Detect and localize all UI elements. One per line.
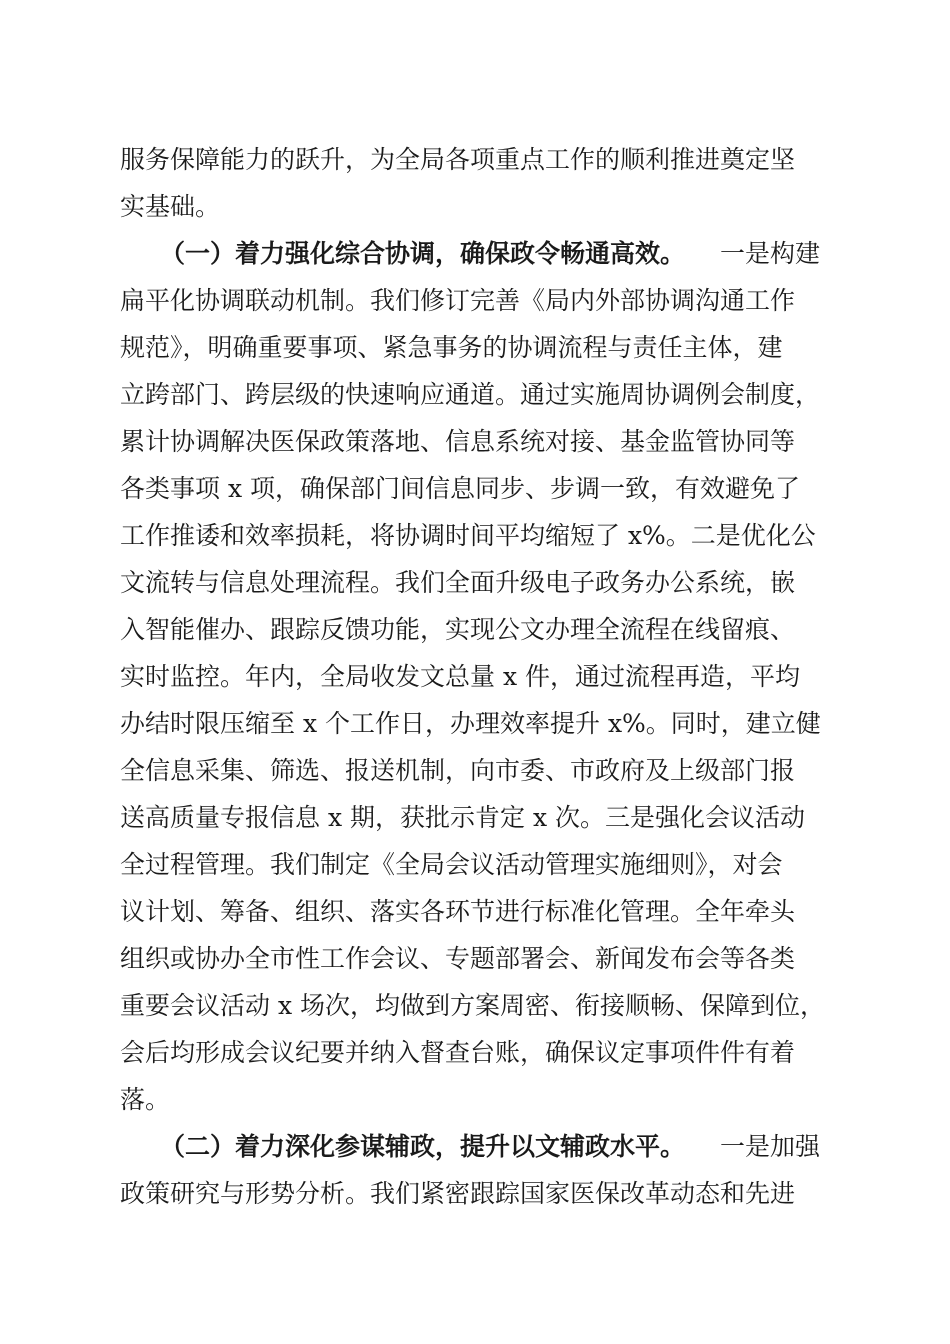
paragraph-line [0,986,950,1026]
paragraph-line [0,563,950,603]
paragraph-line [0,375,950,415]
line-text: 规范》，明确重要事项、紧急事务的协调流程与责任主体，建 [120,333,783,362]
section-heading-2: （二）着力深化参谋辅政，提升以文辅政水平。 [160,1132,686,1161]
line-text: 入智能催办、跟踪反馈功能，实现公文办理全流程在线留痕、 [120,615,796,644]
paragraph-line [0,892,950,932]
paragraph-line [0,516,950,556]
paragraph-line [0,1127,950,1167]
line-text: 各类事项 x 项，确保部门间信息同步、步调一致，有效避免了 [120,474,800,503]
paragraph-line [0,140,950,180]
line-text: 工作推诿和效率损耗，将协调时间平均缩短了 x%。二是优化公 [120,521,816,550]
section-heading-1: （一）着力强化综合协调，确保政令畅通高效。 [160,239,686,268]
paragraph-line [0,704,950,744]
paragraph-line [0,939,950,979]
paragraph-line [0,422,950,462]
paragraph-line [0,234,950,274]
paragraph-line [0,281,950,321]
line-text: 政策研究与形势分析。我们紧密跟踪国家医保改革动态和先进 [120,1179,796,1208]
line-text: 实时监控。年内，全局收发文总量 x 件，通过流程再造，平均 [120,662,800,691]
paragraph-line [0,469,950,509]
line-text: 文流转与信息处理流程。我们全面升级电子政务办公系统，嵌 [120,568,796,597]
paragraph-line [0,798,950,838]
line-text: 立跨部门、跨层级的快速响应通道。通过实施周协调例会制度， [120,380,821,409]
paragraph-line [0,1033,950,1073]
line-text: 会后均形成会议纪要并纳入督查台账，确保议定事项件件有着 [120,1038,796,1067]
line-text: 送高质量专报信息 x 期，获批示肯定 x 次。三是强化会议活动 [120,803,805,832]
paragraph-line [0,1080,950,1120]
line-text: 全过程管理。我们制定《全局会议活动管理实施细则》，对会 [120,850,783,879]
paragraph-line [0,657,950,697]
line-text: 重要会议活动 x 场次，均做到方案周密、衔接顺畅、保障到位， [120,991,825,1020]
line-text: 组织或协办全市性工作会议、专题部署会、新闻发布会等各类 [120,944,796,973]
line-text: 办结时限压缩至 x 个工作日，办理效率提升 x%。同时，建立健 [120,709,821,738]
line-text: 全信息采集、筛选、报送机制，向市委、市政府及上级部门报 [120,756,796,785]
paragraph-line [0,1174,950,1214]
line-text: 一是加强 [720,1132,821,1161]
line-text: 扁平化协调联动机制。我们修订完善《局内外部协调沟通工作 [120,286,796,315]
paragraph-line [0,328,950,368]
paragraph-line [0,187,950,227]
paragraph-line [0,751,950,791]
paragraph-line [0,845,950,885]
line-text: 一是构建 [720,239,821,268]
line-text: 议计划、筹备、组织、落实各环节进行标准化管理。全年牵头 [120,897,796,926]
line-text: 累计协调解决医保政策落地、信息系统对接、基金监管协同等 [120,427,796,456]
line-text: 落。 [120,1085,171,1114]
line-text: 实基础。 [120,192,221,221]
line-text: 服务保障能力的跃升，为全局各项重点工作的顺利推进奠定坚 [120,145,796,174]
paragraph-line [0,610,950,650]
